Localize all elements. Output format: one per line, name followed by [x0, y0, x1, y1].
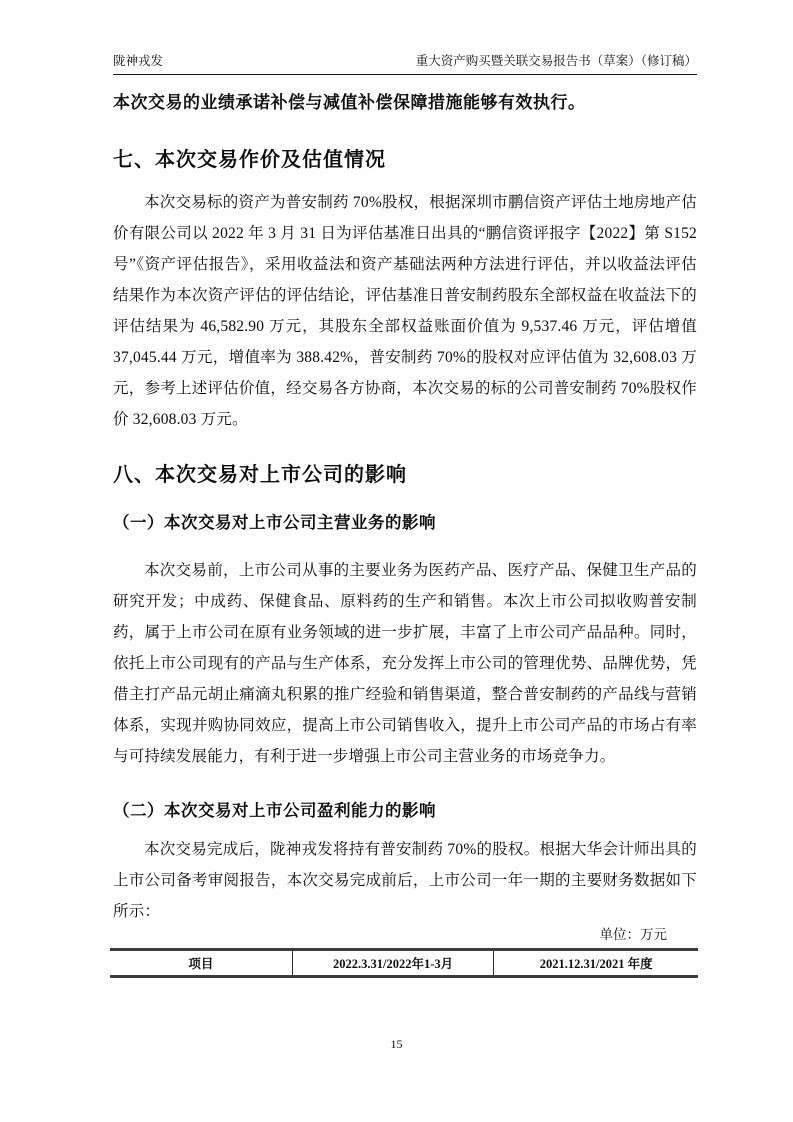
- subsection-2-paragraph: 本次交易完成后，陇神戎发将持有普安制药 70%的股权。根据大华会计师出具的上市公司备考审阅报告，本次交易完成前后，上市公司一年一期的主要财务数据如下所示：: [113, 841, 697, 920]
- financial-table: [110, 948, 698, 978]
- table-header-cell-project: 项目: [188, 957, 214, 971]
- section-8-heading: 八、本次交易对上市公司的影响: [113, 464, 407, 486]
- running-header: [113, 53, 697, 75]
- section-7-heading: 七、本次交易作价及估值情况: [113, 149, 386, 171]
- page-number: 15: [390, 1037, 403, 1051]
- subsection-1-heading: （一）本次交易对上市公司主营业务的影响: [113, 514, 436, 532]
- section-7-paragraph: 本次交易标的资产为普安制药 70%股权，根据深圳市鹏信资产评估土地房地产估价有限公司以 2022 年 3 月 31 日为评估基准日出具的“鹏信资评报字【2022】第 S152 号”《资产评估报告》，采用收益法和资产基础法两种方法进行评估，并以收益法评估结果作为本次资产评估的评估结论，评估基准日普安制药股东全部权益在收益法下的评估结果为 46,582.90 万元，其股东全部权益账面价值为 9,537.46 万元，评估增值 37,045.44 万元，增值率为 388.42%，普安制药 70%的股权对应评估值为 32,608.03 万元，参考上述评估价值，经交易各方协商，本次交易的标的公司普安制药 70%股权作价 32,608.03 万元。: [113, 194, 697, 428]
- table-header-cell-2022: 2022.3.31/2022年1-3月: [292, 950, 494, 977]
- table-header-row: [110, 950, 698, 977]
- header-left-text: 陇神戎发: [113, 54, 164, 68]
- subsection-2-heading: （二）本次交易对上市公司盈利能力的影响: [113, 802, 436, 820]
- header-right-text: 重大资产购买暨关联交易报告书（草案）（修订稿）: [415, 54, 697, 68]
- bold-statement: 本次交易的业绩承诺补偿与减值补偿保障措施能够有效执行。: [113, 93, 586, 112]
- unit-label: 单位：万元: [599, 927, 667, 942]
- table-header-cell-2021: 2021.12.31/2021 年度: [494, 950, 698, 977]
- subsection-1-paragraph: 本次交易前，上市公司从事的主要业务为医药产品、医疗产品、保健卫生产品的研究开发；中成药、保健食品、原料药的生产和销售。本次上市公司拟收购普安制药，属于上市公司在原有业务领域的进一步扩展，丰富了上市公司产品品种。同时，依托上市公司现有的产品与生产体系，充分发挥上市公司的管理优势、品牌优势，凭借主打产品元胡止痛滴丸积累的推广经验和销售渠道，整合普安制药的产品线与营销体系，实现并购协同效应，提高上市公司销售收入，提升上市公司产品的市场占有率与可持续发展能力，有利于进一步增强上市公司主营业务的市场竞争力。: [113, 562, 697, 765]
